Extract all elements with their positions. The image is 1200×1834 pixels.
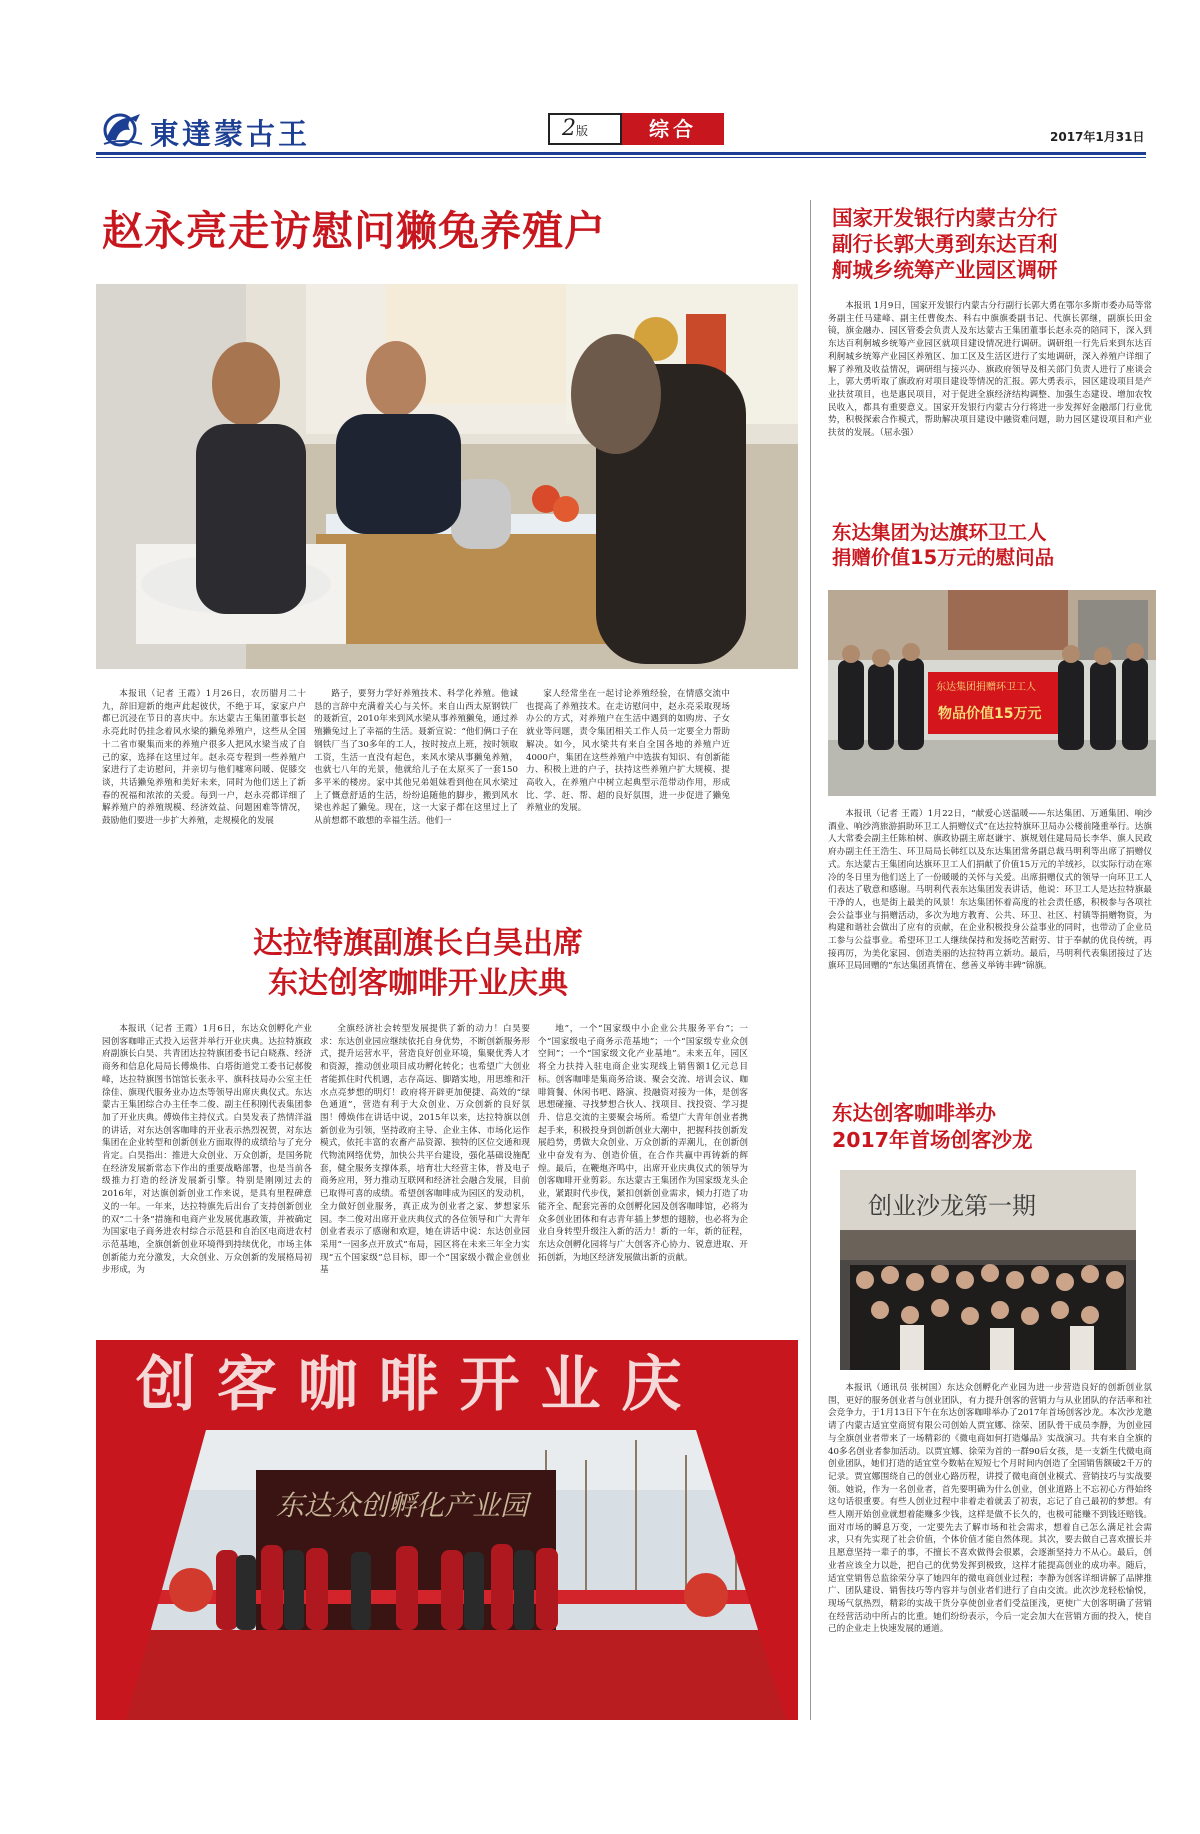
article4-body: 本报讯（记者 王霞）1月22日，“献爱心送温暖——东达集团、万通集团、响沙酒业、响沙湾旅游捐助环卫工人捐赠仪式”在达拉特旗环卫局办公楼前隆重举行。达旗人大常委会副主任陈柏树、旗政协副主席赵谦宇、旗规划住建局局长李华、旗人民政府办副主任王浩生、环卫局局长韩红以及东达集团常务副总裁马明利等出席了捐赠仪式。东达蒙古王集团向达旗环卫工人们捐献了价值15万元的羊绒衫，以实际行动在寒冷的冬日里为他们送上了一份暖暖的关怀与关爱。出席捐赠仪式的领导一向环卫工人们表达了敬意和感谢。马明利代表东达集团发表讲话，他说：环卫工人是达拉特旗最干净的人，也是街上最美的风景！东达集团怀着高度的社会责任感，积极参与各项社会公益事业与捐赠活动，多次为地方教育、公共、环卫、社区、村镇等捐赠物资，为构建和谐社会做出了应有的贡献，在企业积极投身公益事业的同时，也带动了企业员工参与公益事业。希望环卫工人继续保持和发扬吃苦耐劳、甘于奉献的优良传统，再接再厉，为美化家园、创造美丽的达拉特再立新功。最后，马明利代表集团接过了达旗环卫局回赠的“东达集团真情在、慈善义举铸丰碑”锦旗。: [828, 809, 1152, 972]
article2-headline-line1: 达拉特旗副旗长白昊出席: [253, 926, 583, 961]
article1-body-col1: 本报讯（记者 王霞）1月26日，农历腊月二十九，辞旧迎新的炮声此起彼伏，不绝于耳，家家户户都已沉浸在节日的喜庆中。东达蒙古王集团董事长赵永亮此时仍挂念着风水梁的獭兔养殖户，这些从全国十二省市聚集而来的养殖户很多人把风水梁当成了自己的家，选择在这里过年。赵永亮专程到一些养殖户家进行了走访慰问，并亲切与他们嘘寒问暖、促膝交谈，共话獭兔养殖和美好未来，同时为他们送上了新春的祝福和浓浓的关爱。每到一户，赵永亮都详细了解养殖户的养殖规模、经济效益、问题困难等情况，鼓励他们要进一步扩大养殖，走规模化的发展: [102, 689, 306, 827]
page-number-box: [548, 113, 622, 145]
paper-name: 東達蒙古王: [150, 117, 311, 151]
page-number: 2: [562, 116, 576, 141]
article4-banner-text: 东达集团捐赠环卫工人: [936, 682, 1036, 693]
article4-photo: [828, 590, 1156, 796]
article3-body: 本报讯 1月9日，国家开发银行内蒙古分行副行长郭大勇在鄂尔多斯市委办局等常务副主任马建峰、副主任曹俊杰、科右中旗旗委副书记、代旗长郭继，副旗长田金镜，旗金融办、园区管委会负责人及东达蒙古王集团董事长赵永亮的陪同下，深入到东达百利舸城乡统筹产业园区就项目建设情况进行调研。调研组一行先后来到东达百利舸城乡统筹产业园区养殖区、加工区及生活区进行了实地调研，深入养殖户详细了解了养殖及收益情况，调研组与接兴办、旗政府领导及相关部门负责人进行了座谈会上，郭大勇听取了旗政府对项目建设等情况的汇报。郭大勇表示，园区建设项目是产业扶贫项目，也是惠民项目，对于促进全旗经济结构调整、加强生态建设、增加农牧民收入，都具有重要意义。国家开发银行内蒙古分行将进一步发挥好金融部门行业优势，积极探索合作模式，帮助解决项目建设中融资难问题，助力园区建设项目和产业扶贫的发展。（屈永强）: [828, 301, 1152, 439]
article2-banner-text: 创 客 咖 啡 开 业 庆: [136, 1350, 682, 1420]
masthead-rule-thin: [96, 157, 1146, 158]
article2-headline: [178, 924, 658, 1004]
section-label: 综合: [622, 113, 724, 145]
article1-body-col2: 路子，要努力学好养殖技术、科学化养殖。他诚恳的言辞中充满着关心与关怀。来自山西太原钢铁厂的聂新宣，2010年来到风水梁从事养殖獭兔，通过养殖獭兔过上了幸福的生活。聂新宣说：“他们俩口子在钢铁厂当了30多年的工人，按时按点上班，按时领取工资，生活一直没有起色，来风水梁从事獭兔养殖，也就七八年的光景，他就给儿子在太原买了一套150多平米的楼房。家中其他兄弟姐妹看到他在风水梁过上了慨意舒适的生活，纷纷追随他的脚步，搬到风水梁也养起了獭兔。现在，这一大家子都在这里过上了从前想都不敢想的幸福生活。他们一: [314, 689, 518, 827]
article4-sign-text: 物品价值15万元: [938, 706, 1042, 722]
article5-photo: [840, 1170, 1136, 1370]
article2-photo: [96, 1340, 798, 1720]
article2-body-col3: 地”，一个“国家级中小企业公共服务平台”；一个“国家级电子商务示范基地”；一个“国家级专业众创空间”；一个“国家级文化产业基地”。未来五年，园区将全力扶持入驻电商企业实现线上销售额1亿元总目标。创客咖啡是集商务洽谈、聚会交流、培训会议、咖啡简餐、休闲书吧、路演、投融资对接为一体，是创客思想碰撞、寻找梦想合伙人、找项目、找投资、学习提升、信息交流的主要聚会场所。希望广大青年创业者携起手来，积极投身到创新创业大潮中，把握科技创新发展趋势，勇做大众创业、万众创新的弄潮儿，在创新创业中奋发有为、创造价值，在合作共赢中再铸新的辉煌。最后，在鞭炮齐鸣中，出席开业庆典仪式的领导为创客咖啡开业剪彩。东达蒙古王集团作为国家级龙头企业，紧跟时代步伐，紧扣创新创业需求，倾力打造了功能齐全、配套完善的众创孵化园及创客咖啡馆，必将为众多创业团体和有志青年插上梦想的翅膀，也必将为企业自身转型升级注入新的活力！新的一年，新的征程，东达众创孵化园将与广大创客齐心协力、锐意进取、开拓创新，为地区经济发展做出新的贡献。: [538, 1024, 748, 1263]
article4-headline: 东达集团为达旗环卫工人 捐赠价值15万元的慰问品: [832, 521, 1055, 569]
article2-body-col1: 本报讯（记者 王霞）1月6日，东达众创孵化产业园创客咖啡正式投入运营并举行开业庆典。达拉特旗政府副旗长白昊、共青团达拉特旗团委书记白晓燕、经济商务和信息化局局长傅焕伟、白塔街道党工委书记郝俊峰，达拉特旗图书馆馆长张永平、旗科技局办公室主任徐佳、旗现代服务业办边杰等领导出席庆典仪式。东达蒙古王集团综合办主任李二俊、副主任积刚代表集团参加了开业庆典。傅焕伟主持仪式。白昊发表了热情洋溢的讲话，对东达创客咖啡的开业表示热烈祝贺，对东达集团在企业转型和创新创业方面取得的成绩给与了充分肯定。白昊指出：推进大众创业、万众创新，是国务院在经济发展新常态下作出的重要战略部署，也是当前各级推力打造的经济发展新引擎。特别是刚刚过去的2016年，对达旗创新创业工作来说，是具有里程碑意义的一年。一年来，达拉特旗先后出台了支持创新创业的双“二十条”措施和电商产业发展优惠政策，并被确定为国家电子商务进农村综合示范县和自治区电商进农村示范基地，全旗创新创业环境得到持续优化，市场主体创新能力充分激发，大众创业、万众创新的发展格局初步形成，为: [102, 1024, 312, 1276]
article2-photo-sign: 东达众创孵化产业园: [276, 1489, 529, 1522]
article1-headline: 赵永亮走访慰问獭兔养殖户: [102, 207, 606, 255]
article2-body-col2: 全旗经济社会转型发展提供了新的动力！白昊要求：东达创业园应继续依托自身优势，不断创新服务形式，提升运营水平，营造良好创业环境，集聚优秀人才和资源，推动创业项目成功孵化转化；也希望广大创业者能抓住时代机遇，志存高远、脚踏实地，用思维和汗水点亮梦想的明灯！政府将开辟更加便捷、高效的“绿色通道”，营造有利于大众创业、万众创新的良好氛围！傅焕伟在讲话中说，2015年以来，达拉特旗以创新创业为引领，坚持政府主导、企业主体、市场化运作模式，依托丰富的农畜产品资源、独特的区位交通和现代物流网络优势，加快公共平台建设，强化基础设施配套，健全服务支撑体系，培育壮大经营主体，普及电子商务应用，努力推动互联网和经济社会融合发展，目前已取得可喜的成绩。希望创客咖啡成为园区的发动机，全力做好创业服务，真正成为创业者之家、梦想家乐园。李二俊对出席开业庆典仪式的各位领导和广大青年创业者表示了感谢和欢迎，她在讲话中说：东达创业园采用“一园多点开放式”布局，园区将在未来三年全力实现“五个国家级”总目标，即一个“国家级小微企业创业基: [320, 1024, 530, 1276]
masthead-rule: [96, 152, 1146, 155]
column-divider: [810, 200, 811, 1720]
article1-body-col3: 家人经常坐在一起讨论养殖经验，在情感交流中也提高了养殖技术。在走访慰问中，赵永亮采取现场办公的方式，对养殖户在生活中遇到的如购房、子女就业等问题，责令集团相关工作人员一定要全力帮助解决。如今，风水梁共有来自全国各地的养殖户近4000户，集团在这些养殖户中选拔有知识、有创新能力、积极上进的户子，扶持这些养殖户扩大规模、提高收入，在养殖户中树立起典型示范带动作用，形成比、学、赶、帮、超的良好氛围，进一步促进了獭兔养殖业的发展。: [526, 689, 730, 814]
issue-date: 2017年1月31日: [1050, 130, 1145, 144]
article5-photo-sign: 创业沙龙第一期: [868, 1192, 1036, 1220]
page-unit: 版: [576, 124, 589, 138]
article5-headline: 东达创客咖啡举办 2017年首场创客沙龙: [832, 1101, 1033, 1152]
article2-headline-line2: 东达创客咖啡开业庆典: [268, 966, 568, 1001]
article3-headline: 国家开发银行内蒙古分行 副行长郭大勇到东达百利 舸城乡统筹产业园区调研: [832, 206, 1058, 282]
paper-logo-icon: [100, 110, 146, 150]
article5-body: 本报讯（通讯员 张树国）东达众创孵化产业园为进一步营造良好的创新创业氛围，更好的服务创业者与创业团队，有力提升创客的营销力与从业团队的存活率和社会竞争力，于1月13日下午在东达创客咖啡举办了2017年首场创客沙龙。本次沙龙邀请了内蒙古适宜堂商贸有限公司创始人贾宜娜、徐荣、团队骨干成员李静，为创业园与全旗创业者带来了一场精彩的《微电商如何打造爆品》实战演习。共有来自全旗的40多名创业者参加活动。以贾宜娜、徐荣为首的一群90后女孩，是一支新生代微电商创业团队，她们打造的适宜堂今数帖在短短七个月时间内创造了全国销售额破2千万的记录。贾宜娜围绕自己的创业心路历程，讲授了微电商创业模式、营销技巧与实战要领。她说，作为一名创业者，首先要明确为什么创业，创业道路上不忘初心方得始终这句话很重要。有些人创业过程中非着走着就丢了初衷，忘记了自己最初的梦想。有些人刚开始创业就想着能赚多少钱，这样是做不长久的，也极可能赚不到钱还赔钱。面对市场的瞬息万变，一定要先去了解市场和社会需求，想着自己怎么满足社会需求，只有先实现了社会价值，个体价值才能自然体现。其次，要去做自己喜欢擅长并且愿意坚持一辈子的事，不擅长不喜欢做得会很累，会逐渐坚持力不从心。最后，创业者应该全力以赴，把自己的优势发挥到极致，这样才能提高创业的成功率。随后，适宜堂销售总监徐荣分享了她四年的微电商创业过程；李静为创客详细讲解了品牌推广、团队建设、销售技巧等内容并与创业者们进行了自由交流。此次沙龙轻松愉悦，现场气氛热烈，精彩的实战干货分享使创业者们受益匪浅，更使广大创客明确了营销在经营活动中所占的比重。她们纷纷表示，今后一定会加大在营销方面的投入，使自己的企业走上快速发展的通道。: [828, 1383, 1152, 1635]
article1-photo: [96, 284, 798, 669]
